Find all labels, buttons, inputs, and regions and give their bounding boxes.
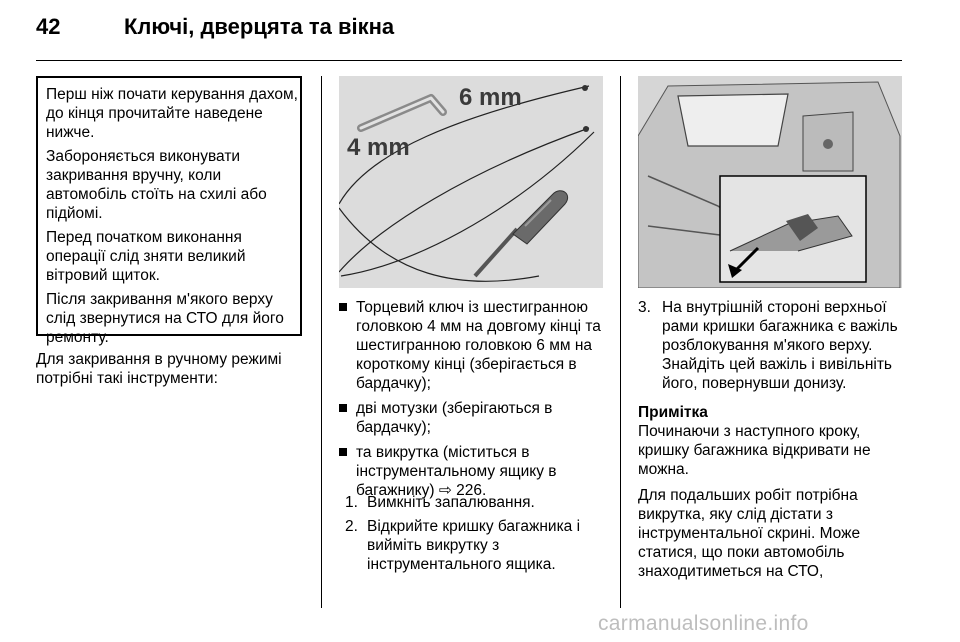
label-4mm: 4 mm: [347, 134, 410, 161]
steps-list: [345, 493, 610, 579]
bullet-icon: [339, 303, 347, 311]
warning-box: [36, 76, 302, 346]
step-text: Відкрийте кришку багажника і вийміть викрутку з інструментального ящика.: [367, 518, 581, 573]
list-item: [339, 298, 609, 393]
trunk-figure: [638, 76, 902, 288]
step-number: 1.: [345, 494, 358, 511]
trunk-lid-icon: [678, 94, 788, 146]
step-item: [638, 298, 903, 393]
warning-paragraph: Після закривання м'якого верху слід звернутися на СТО для його ремонту.: [46, 291, 284, 346]
screwdriver-icon: [475, 229, 517, 276]
note-paragraph: Починаючи з наступного кроку, кришку багажника відкривати не можна.: [638, 423, 871, 478]
list-item: [339, 399, 609, 437]
warning-paragraph: Перш ніж почати керування дахом, до кінця прочитайте наведене нижче.: [46, 86, 298, 141]
warning-paragraph: Забороняється виконувати закривання вручну, коли автомобіль стоїть на схилі або підйомі.: [46, 148, 267, 222]
header-divider: [36, 60, 902, 61]
column-divider-left: [321, 76, 322, 608]
list-item-text: та викрутка (міститься в інструментальному ящику в багажнику) ⇨ 226.: [356, 444, 557, 499]
step-number: 3.: [638, 299, 651, 316]
page-title: Ключі, дверцята та вікна: [124, 14, 395, 39]
step-number: 2.: [345, 518, 358, 535]
intro-text: Для закривання в ручному режимі потрібні такі інструменти:: [36, 351, 282, 387]
column-divider-right: [620, 76, 621, 608]
list-item-text: дві мотузки (зберігаються в бардачку);: [356, 400, 553, 436]
list-item-text: Торцевий ключ із шестигранною головкою 4 мм на довгому кінці та шестигранною головкою 6 мм на короткому кінці (зберігається в бардачку);: [356, 299, 601, 392]
tools-list: [339, 298, 609, 506]
step-item: [345, 517, 610, 574]
step-text: На внутрішній стороні верхньої рами кришки багажника є важіль розблокування м'якого верху. Знайдіть цей важіль і вивільніть його, повернувши донизу.: [662, 299, 898, 392]
step-text: Вимкніть запалювання.: [367, 494, 535, 511]
warning-paragraph: Перед початком виконання операції слід зняти великий вітровий щиток.: [46, 229, 246, 284]
step-item: [345, 493, 610, 512]
list-item: [339, 443, 609, 500]
note-heading: Примітка: [638, 404, 708, 421]
watermark: carmanualsonline.info: [598, 612, 809, 635]
note-paragraph: Для подальших робіт потрібна викрутка, яку слід дістати з інструментальної скрині. Може статися, що поки автомобіль знаходитиметься на СТО,: [638, 487, 861, 580]
bullet-icon: [339, 404, 347, 412]
trunk-illustration: [638, 76, 902, 288]
bullet-icon: [339, 448, 347, 456]
right-column-text: [638, 298, 903, 588]
tools-figure: [339, 76, 603, 288]
label-6mm: 6 mm: [459, 84, 522, 111]
page-number: 42: [36, 14, 61, 39]
